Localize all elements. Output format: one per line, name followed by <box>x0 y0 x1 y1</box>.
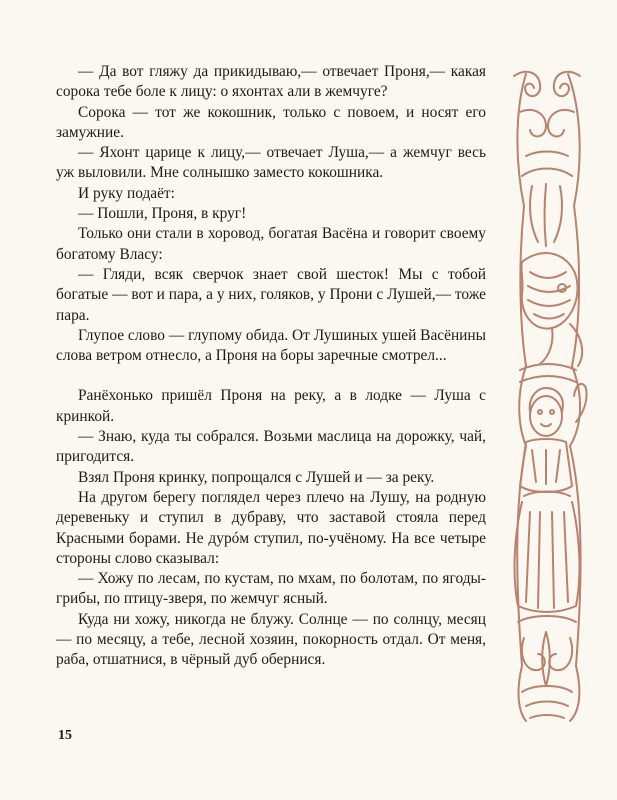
paragraph: Только они стали в хоровод, богатая Васёна и говорит своему богатому Власу: <box>56 225 486 263</box>
paragraph: Куда ни хожу, никогда не блужу. Солнце — по солнцу, месяц — по месяцу, а тебе, лесной хозяин, покорность отдал. От меня, раба, отшатнися, в чёрный дуб обернися. <box>56 610 486 669</box>
paragraph: Взял Проня кринку, попрощался с Лушей и — за реку. <box>78 468 435 486</box>
paragraph: На другом берегу поглядел через плечо на Лушу, на родную деревеньку и ступил в дубраву, что заставой стояла перед Красными борами. Не дурóм ступил, по-учёному. На все четыре стороны слово сказывал: <box>56 488 486 567</box>
paragraph: Глупое слово — глупому обида. От Лушиных ушей Васёнины слова ветром отнесло, а Проня на боры заречные смотрел... <box>56 326 486 365</box>
paragraph: Сорока — тот же кокошник, только с повоем, и носят его замужние. <box>56 103 486 141</box>
paragraph: И руку подаёт: <box>78 184 175 202</box>
carved-column-ornament-icon <box>496 66 598 726</box>
paragraph: — Пошли, Проня, в круг! <box>78 205 247 223</box>
paragraph: Ранёхонько пришёл Проня на реку, а в лодке — Луша с кринкой. <box>56 387 486 425</box>
paragraph: — Знаю, куда ты собрался. Возьми маслица на дорожку, чай, пригодится. <box>56 428 486 466</box>
main-text <box>56 62 486 671</box>
page-number: 15 <box>58 728 72 743</box>
paragraph: — Хожу по лесам, по кустам, по мхам, по болотам, по ягоды-грибы, по птицу-зверя, по жемчуг ясный. <box>56 570 486 608</box>
paragraph: — Яхонт царице к лицу,— отвечает Луша,— а жемчуг весь уж выловили. Мне солнышко заместо кокошника. <box>56 144 486 182</box>
paragraph: — Да вот гляжу да прикидываю,— отвечает Проня,— какая сорока тебе боле к лицу: о яхонтах али в жемчуге? <box>56 63 486 101</box>
paragraph: — Гляди, всяк сверчок знает свой шесток! Мы с тобой богатые — вот и пара, а у них, голяков, у Прони с Лушей,— тоже пара. <box>56 265 486 324</box>
